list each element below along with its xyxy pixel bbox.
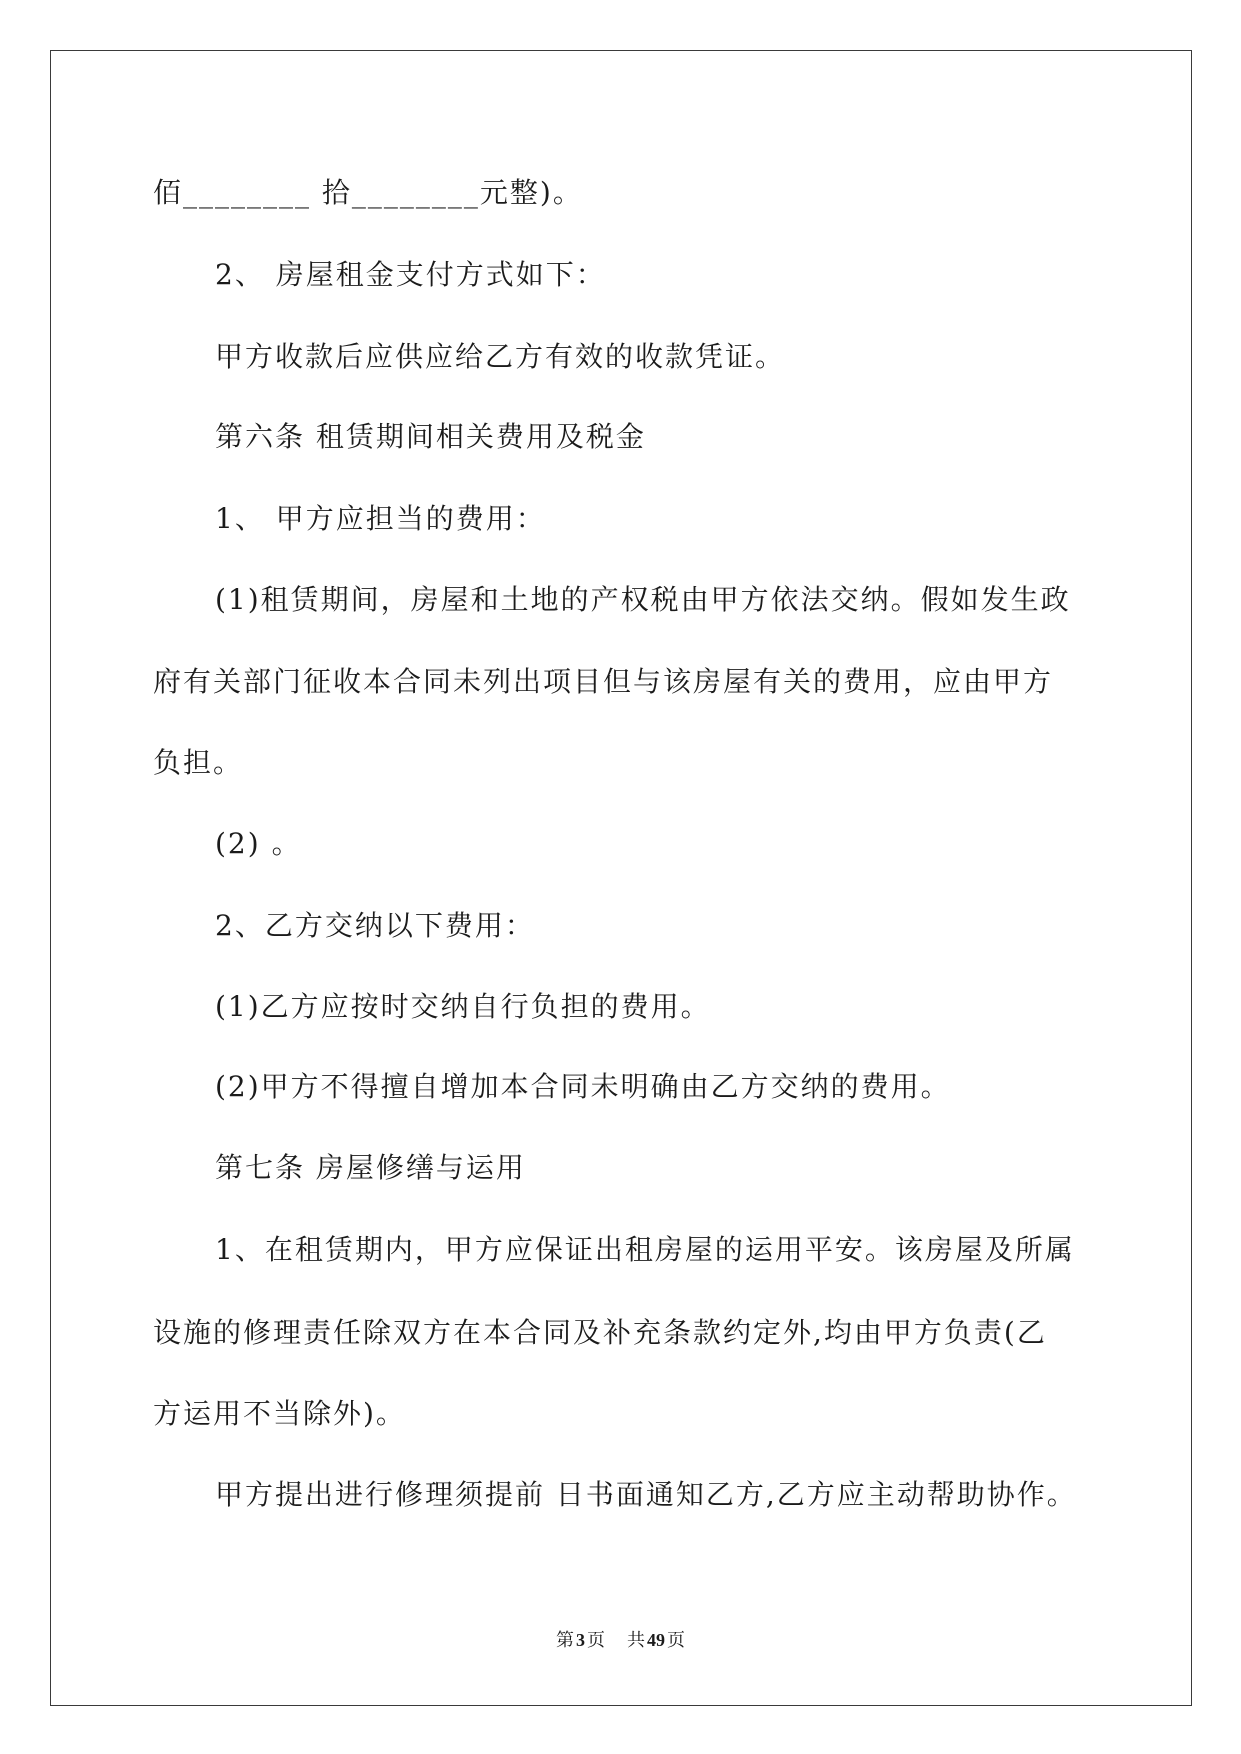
repair-notice-clause: 甲方提出进行修理须提前 日书面通知乙方,乙方应主动帮助协作。 [215, 1478, 1077, 1511]
lessor-fee-clause-2: (2) 。 [215, 827, 302, 860]
lessee-fee-clause-1: (1)乙方应按时交纳自行负担的费用。 [215, 990, 711, 1023]
lessee-fee-clause-2: (2)甲方不得擅自增加本合同未明确由乙方交纳的费用。 [215, 1070, 951, 1103]
lessor-fee-clause-line-1: (1)租赁期间，房屋和土地的产权税由甲方依法交纳。假如发生政 [215, 583, 1071, 616]
lessee-fees-item: 2、乙方交纳以下费用： [215, 909, 535, 942]
total-prefix: 共 [627, 1630, 645, 1651]
page-suffix: 页 [587, 1630, 605, 1651]
lessor-fees-item: 1、 甲方应担当的费用： [215, 502, 546, 535]
payment-method-item: 2、 房屋租金支付方式如下： [215, 258, 606, 291]
article-7-heading: 第七条 房屋修缮与运用 [215, 1151, 526, 1184]
repair-clause-line-2: 设施的修理责任除双方在本合同及补充条款约定外,均由甲方负责(乙 [153, 1316, 1047, 1349]
page-prefix: 第 [556, 1630, 574, 1651]
current-page-number: 3 [576, 1630, 585, 1650]
rent-amount-in-words-line: 佰________ 拾________元整)。 [153, 176, 583, 209]
repair-clause-line-1: 1、在租赁期内，甲方应保证出租房屋的运用平安。该房屋及所属 [215, 1233, 1075, 1266]
lessor-fee-clause-line-2: 府有关部门征收本合同未列出项目但与该房屋有关的费用，应由甲方 [153, 665, 1054, 698]
total-pages-number: 49 [647, 1630, 665, 1650]
lessor-fee-clause-line-3: 负担。 [153, 746, 244, 779]
total-suffix: 页 [667, 1630, 685, 1651]
article-6-heading: 第六条 租赁期间相关费用及税金 [215, 420, 646, 453]
repair-clause-line-3: 方运用不当除外)。 [153, 1397, 406, 1430]
page-footer [0, 1628, 1241, 1652]
receipt-clause: 甲方收款后应供应给乙方有效的收款凭证。 [215, 340, 786, 373]
page-border [50, 50, 1192, 1706]
